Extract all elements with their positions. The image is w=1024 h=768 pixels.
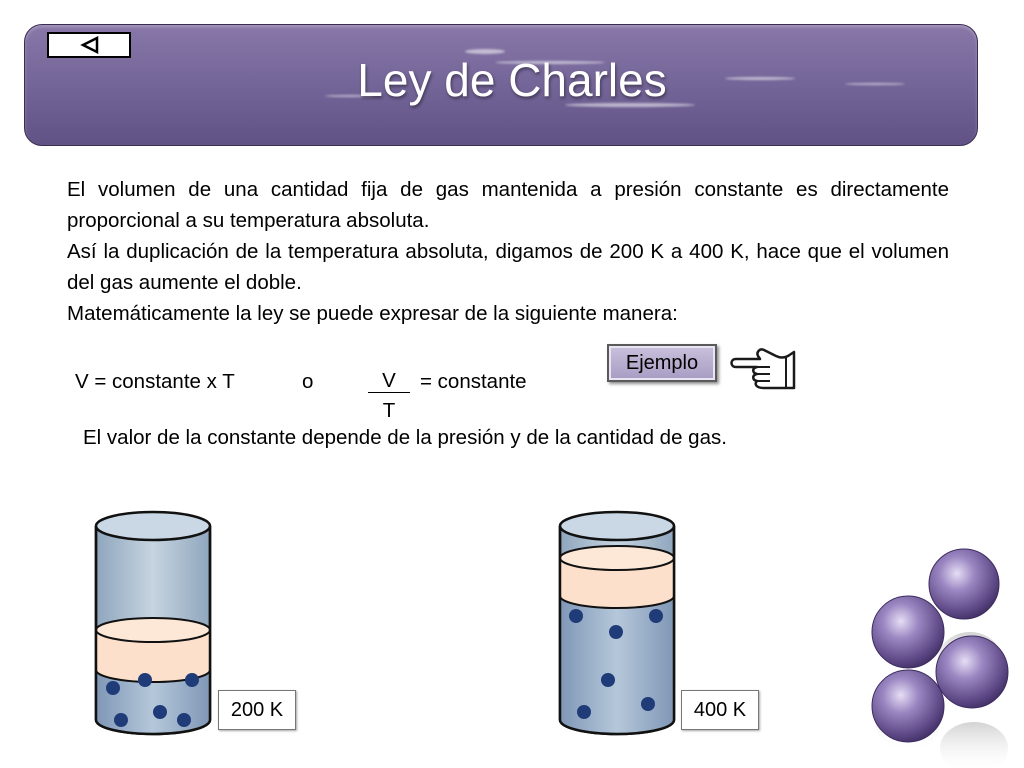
page-title: Ley de Charles (357, 54, 667, 106)
ejemplo-button[interactable]: Ejemplo (607, 344, 717, 382)
constant-note: El valor de la constante depende de la presión y de la cantidad de gas. (83, 426, 727, 449)
back-button[interactable] (47, 32, 131, 58)
formula-numerator: V (368, 370, 410, 393)
description-text (67, 174, 949, 329)
formula-left: V = constante x T (75, 370, 235, 393)
paragraph: Así la duplicación de la temperatura absoluta, digamos de 200 K a 400 K, hace que el volumen del gas aumente el doble. (67, 240, 949, 294)
cylinder-400k (556, 508, 678, 740)
paragraph: El volumen de una cantidad fija de gas mantenida a presión constante es directamente proporcional a su temperatura absoluta. (67, 178, 949, 232)
decorative-spheres (862, 548, 1024, 768)
formula-denominator: T (382, 399, 396, 422)
cylinder-200k (92, 508, 214, 740)
formula-right: = constante (420, 370, 527, 393)
temperature-label-200k: 200 K (218, 690, 296, 730)
back-triangle-icon (49, 34, 129, 56)
pointing-hand-icon[interactable] (730, 344, 798, 392)
temperature-label-400k: 400 K (681, 690, 759, 730)
formula-or: o (302, 370, 314, 393)
paragraph: Matemáticamente la ley se puede expresar de la siguiente manera: (67, 302, 678, 325)
